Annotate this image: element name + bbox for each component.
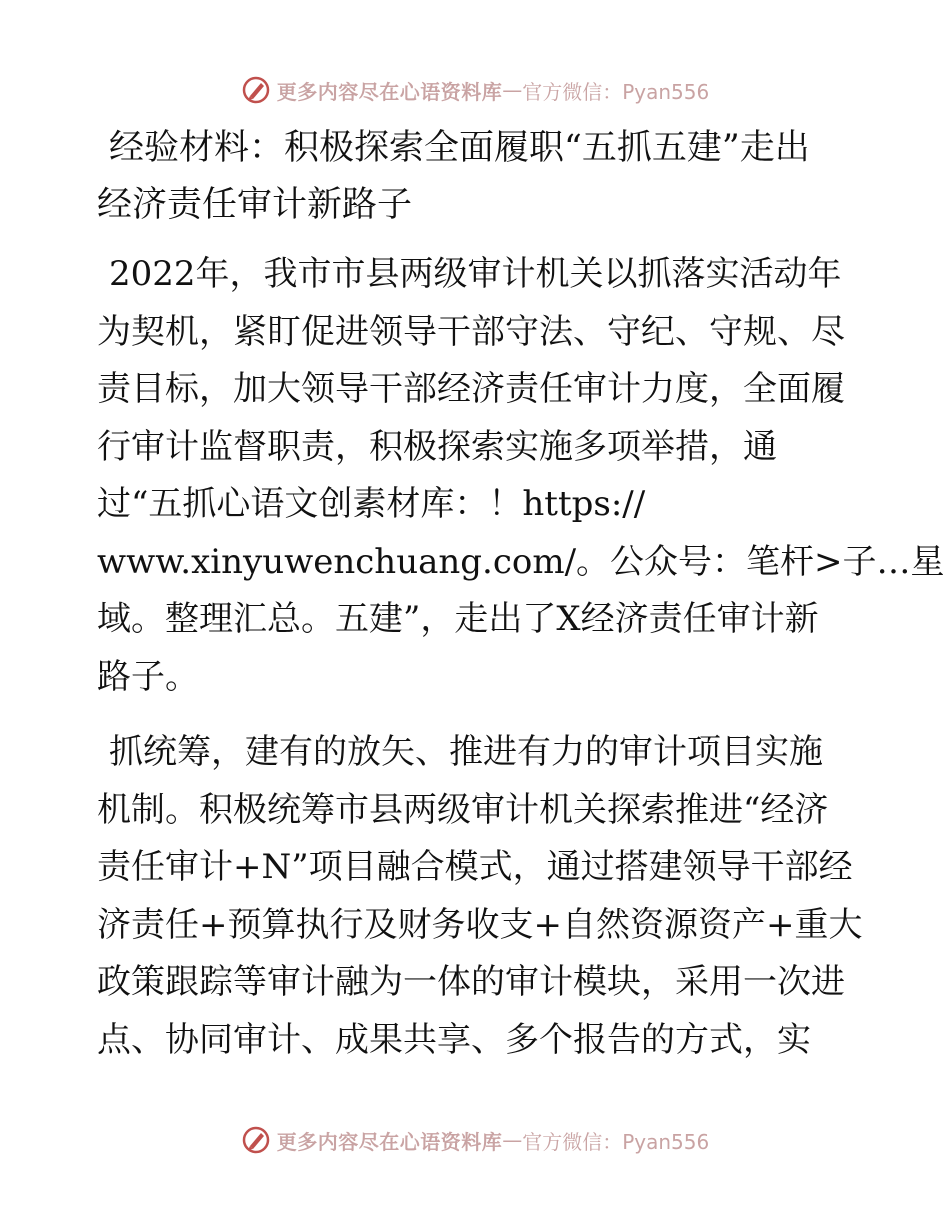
banner-slogan: 更多内容尽在心语资料库	[276, 79, 503, 104]
paragraph-line: 政策跟踪等审计融为一体的审计模块，采用一次进	[97, 962, 845, 1002]
paragraph-line: 点、协同审计、成果共享、多个报告的方式，实	[97, 1019, 811, 1060]
banner-slogan: 更多内容尽在心语资料库	[276, 1129, 503, 1154]
paragraph-line: 责任审计+N”项目融合模式，通过搭建领导干部经	[97, 847, 853, 887]
footer-banner	[0, 1120, 950, 1160]
paragraph-line: 机制。积极统筹市县两级审计机关探索推进“经济	[97, 789, 829, 830]
paragraph-line: 为契机，紧盯促进领导干部守法、守纪、守规、尽	[97, 311, 845, 352]
title-line-1: 经验材料：积极探索全面履职“五抓五建”走出	[109, 128, 810, 168]
banner-separator: —	[502, 78, 523, 102]
paragraph-line: 济责任+预算执行及财务收支+自然资源资产+重大	[97, 904, 863, 945]
paragraph-line: www.xinyuwenchuang.com/。公众号：笔杆>子…星	[97, 541, 945, 582]
banner-wechat: 官方微信：Pyan556	[522, 1129, 710, 1154]
header-banner	[0, 70, 950, 110]
document-body	[97, 120, 945, 1069]
banner-wechat: 官方微信：Pyan556	[522, 79, 710, 104]
title-line-2: 经济责任审计新路子	[97, 185, 413, 225]
paragraph-line: 域。整理汇总。五建”，走出了X经济责任审计新	[97, 599, 819, 639]
paragraph-line: 责目标，加大领导干部经济责任审计力度，全面履	[97, 369, 845, 409]
pen-logo-icon	[241, 1125, 271, 1155]
paragraph-line: 过“五抓心语文创素材库：！https://	[97, 484, 646, 524]
banner-separator: —	[502, 1128, 523, 1152]
paragraph-line: 行审计监督职责，积极探索实施多项举措，通	[97, 426, 777, 467]
paragraph-1	[97, 246, 945, 706]
paragraph-2	[97, 724, 863, 1069]
paragraph-line: 抓统筹，建有的放矢、推进有力的审计项目实施	[109, 732, 823, 772]
document-title	[97, 120, 852, 234]
pen-logo-icon	[241, 75, 271, 105]
paragraph-line: 路子。	[97, 656, 199, 697]
paragraph-line: 2022年，我市市县两级审计机关以抓落实活动年	[109, 254, 842, 294]
